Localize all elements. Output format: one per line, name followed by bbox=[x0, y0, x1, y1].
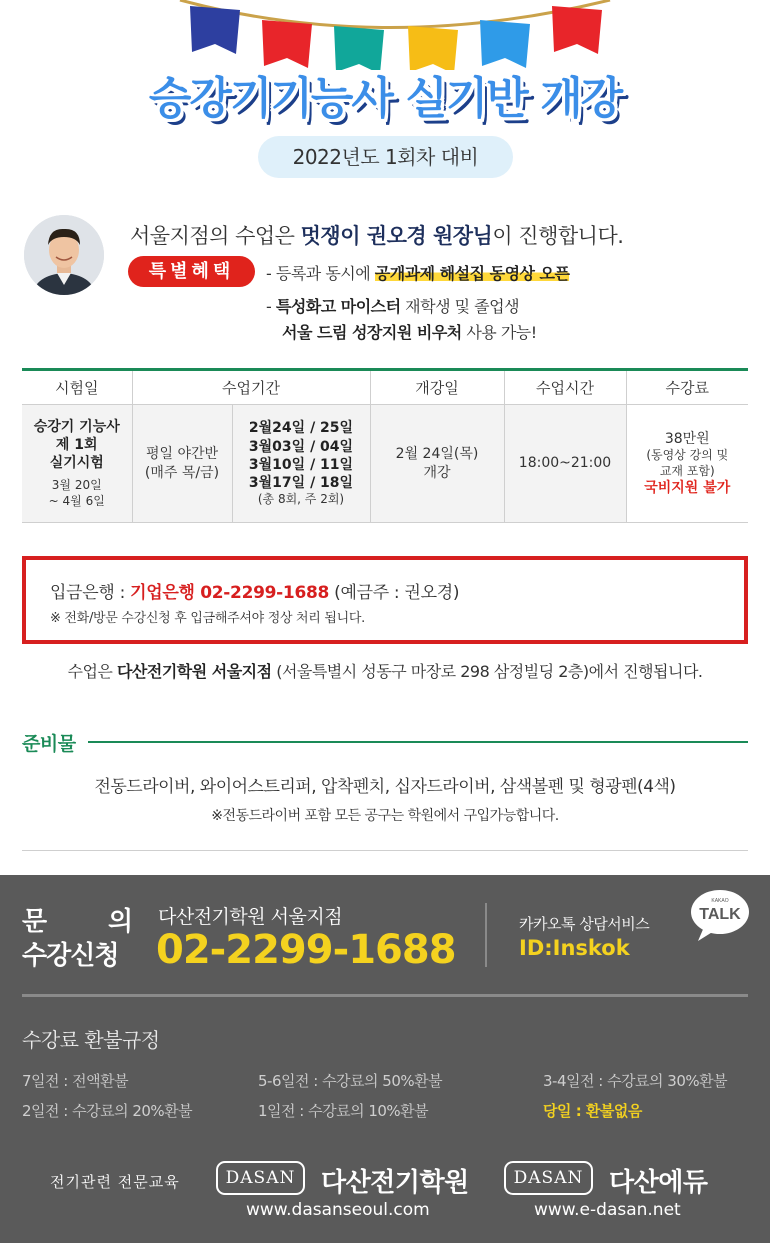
class-date-3: 3월10일 / 11일 bbox=[248, 456, 354, 473]
fee-note-1: (동영상 강의 및 bbox=[646, 447, 729, 462]
location-name: 다산전기학원 서울지점 bbox=[116, 662, 272, 681]
location-suffix: (서울특별시 성동구 마장로 298 삼정빌딩 2층)에서 진행됩니다. bbox=[271, 662, 703, 681]
exam-title-3: 실기시험 bbox=[49, 455, 104, 471]
footer-register-label: 수강신청 bbox=[22, 941, 119, 971]
benefit-2-prefix: - bbox=[266, 297, 276, 316]
class-date-2: 3월03일 / 04일 bbox=[248, 438, 354, 455]
refund-item: 2일전 : 수강료의 20%환불 bbox=[22, 1102, 193, 1120]
talk-small-label: KAKAO bbox=[711, 898, 729, 904]
benefit-3 bbox=[282, 320, 537, 343]
dasan-logo-2: DASAN bbox=[504, 1161, 593, 1195]
class-type-1: 평일 야간반 bbox=[145, 446, 219, 463]
refund-title: 수강료 환불규정 bbox=[22, 1028, 160, 1052]
bunting-flag bbox=[262, 20, 312, 68]
exam-title-1: 승강기 기능사 bbox=[33, 418, 120, 435]
table-row bbox=[22, 405, 748, 523]
class-total: (총 8회, 주 2회) bbox=[257, 492, 345, 507]
bank-label: 입금은행 : bbox=[50, 583, 131, 603]
header-class-time: 수업시간 bbox=[504, 370, 626, 405]
kakao-talk-icon[interactable] bbox=[690, 889, 750, 943]
footer-phone-number[interactable]: 02-2299-1688 bbox=[156, 927, 456, 973]
exam-cell bbox=[22, 405, 132, 523]
schedule-table bbox=[22, 368, 748, 523]
class-time-cell: 18:00~21:00 bbox=[504, 405, 626, 523]
exam-date-2: ~ 4월 6일 bbox=[48, 493, 105, 508]
header-fee: 수강료 bbox=[626, 370, 748, 405]
prep-items: 전동드라이버, 와이어스트리퍼, 압착펜치, 십자드라이버, 삼색볼펜 및 형광펜(4색) bbox=[94, 777, 676, 797]
bunting-string bbox=[180, 0, 610, 28]
bunting-flag bbox=[480, 20, 530, 68]
refund-item: 5-6일전 : 수강료의 50%환불 bbox=[258, 1072, 443, 1090]
benefit-1 bbox=[266, 261, 569, 284]
fee-cell bbox=[626, 405, 748, 523]
table-header-row bbox=[22, 370, 748, 405]
dasan-logo-1: DASAN bbox=[216, 1161, 305, 1195]
bank-account: 기업은행 02-2299-1688 bbox=[130, 583, 330, 603]
refund-item: 1일전 : 수강료의 10%환불 bbox=[258, 1102, 429, 1120]
class-date-4: 3월17일 / 18일 bbox=[248, 474, 354, 491]
kakao-label: 카카오톡 상담서비스 bbox=[519, 915, 650, 933]
page-title: 승강기기능사 실기반 개강 bbox=[148, 73, 622, 124]
start-date-2: 개강 bbox=[423, 464, 451, 481]
refund-item-same-day: 당일 : 환불없음 bbox=[543, 1102, 642, 1120]
bank-line bbox=[50, 578, 459, 603]
subtitle-badge: 2022년도 1회차 대비 bbox=[258, 136, 513, 178]
refund-item: 7일전 : 전액환불 bbox=[22, 1072, 129, 1090]
benefit-3-suffix: 사용 가능! bbox=[461, 323, 537, 342]
footer-school-name: 다산전기학원 서울지점 bbox=[158, 906, 343, 928]
benefit-1-prefix: - 등록과 동시에 bbox=[266, 264, 375, 283]
footer-divider bbox=[22, 994, 748, 997]
talk-label: TALK bbox=[699, 906, 741, 923]
exam-title-2: 제 1회 bbox=[55, 436, 98, 453]
brand-label: 전기관련 전문교육 bbox=[50, 1173, 180, 1191]
bunting-flag bbox=[190, 6, 240, 54]
benefit-2 bbox=[266, 294, 519, 317]
instructor-intro bbox=[130, 220, 623, 250]
bank-note: ※ 전화/방문 수강신청 후 입금해주셔야 정상 처리 됩니다. bbox=[50, 611, 366, 626]
class-dates-cell bbox=[232, 405, 370, 523]
prep-divider bbox=[88, 741, 748, 743]
bunting-flag bbox=[552, 6, 602, 54]
benefit-3-bold: 서울 드림 성장지원 비우처 bbox=[282, 323, 462, 342]
footer bbox=[0, 875, 770, 1243]
instructor-avatar bbox=[24, 215, 104, 295]
class-location bbox=[0, 659, 770, 682]
class-date-1: 2월24일 / 25일 bbox=[248, 420, 354, 437]
kakao-id[interactable]: ID:Inskok bbox=[519, 936, 630, 960]
class-type-cell bbox=[132, 405, 232, 523]
prep-note: ※전동드라이버 포함 모든 공구는 학원에서 구입가능합니다. bbox=[211, 808, 559, 824]
section-divider bbox=[22, 850, 748, 851]
brand-2-name: 다산에듀 bbox=[609, 1168, 708, 1198]
fee-note-2: 교재 포함) bbox=[659, 463, 715, 478]
instructor-photo-icon bbox=[24, 215, 104, 295]
fee-amount: 38만원 bbox=[664, 430, 710, 447]
intro-suffix: 이 진행합니다. bbox=[492, 224, 624, 248]
header-class-period: 수업기간 bbox=[132, 370, 370, 405]
benefit-1-highlight: 공개과제 해설집 동영상 오픈 bbox=[374, 264, 570, 283]
refund-item: 3-4일전 : 수강료의 30%환불 bbox=[543, 1072, 728, 1090]
instructor-name: 멋쟁이 권오경 원장님 bbox=[300, 224, 493, 248]
footer-inquiry-label-2: 의 bbox=[108, 907, 133, 937]
bank-holder: (예금주 : 권오경) bbox=[329, 583, 460, 603]
footer-inquiry-label-1: 문 bbox=[22, 907, 47, 937]
class-type-2: (매주 목/금) bbox=[144, 464, 220, 481]
fee-support: 국비지원 불가 bbox=[644, 480, 731, 497]
bank-info-box bbox=[22, 556, 748, 644]
header-start-date: 개강일 bbox=[370, 370, 504, 405]
exam-date-1: 3월 20일 bbox=[51, 478, 102, 493]
benefit-2-bold: 특성화고 마이스터 bbox=[275, 297, 401, 316]
brand-1-name: 다산전기학원 bbox=[321, 1168, 469, 1198]
page-header bbox=[0, 0, 770, 200]
start-date-cell bbox=[370, 405, 504, 523]
brand-2-url[interactable]: www.e-dasan.net bbox=[534, 1200, 681, 1220]
bunting-flags-decoration bbox=[0, 0, 770, 70]
special-benefit-badge: 특별혜택 bbox=[128, 256, 255, 287]
footer-vertical-divider bbox=[485, 903, 487, 967]
brand-1-url[interactable]: www.dasanseoul.com bbox=[246, 1200, 430, 1220]
prep-title: 준비물 bbox=[22, 733, 76, 755]
start-date-1: 2월 24일(목) bbox=[395, 446, 479, 463]
benefit-2-suffix: 재학생 및 졸업생 bbox=[400, 297, 520, 316]
location-prefix: 수업은 bbox=[67, 662, 117, 681]
intro-prefix: 서울지점의 수업은 bbox=[130, 224, 301, 248]
header-exam-date: 시험일 bbox=[22, 370, 132, 405]
